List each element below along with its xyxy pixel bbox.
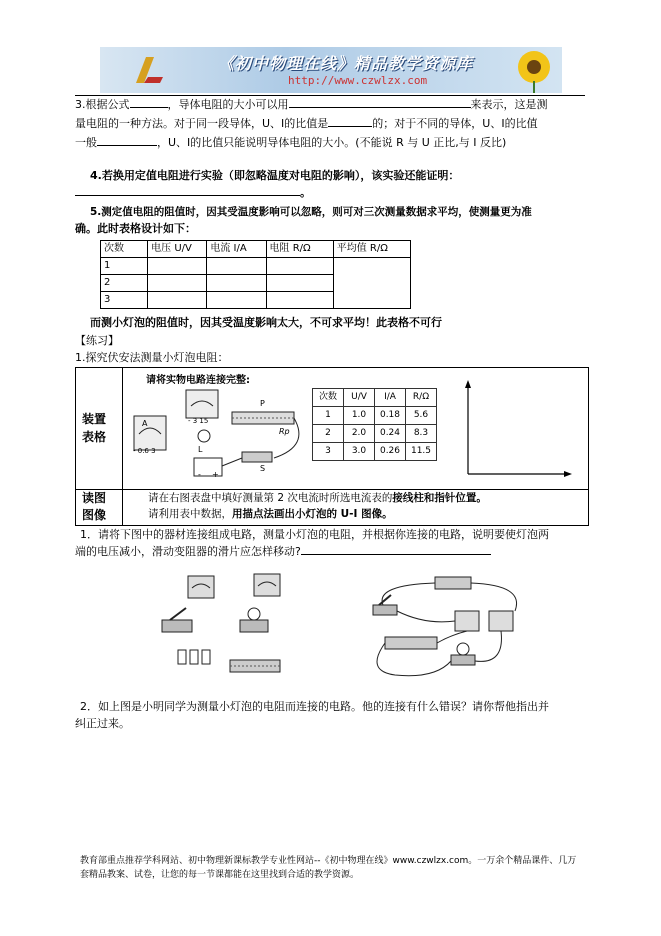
table-header: 电阻 R/Ω — [266, 241, 333, 258]
mini-header: I/A — [375, 389, 406, 407]
mini-cell: 1.0 — [344, 407, 375, 425]
battery-icon — [178, 650, 210, 664]
table-header: 电流 I/A — [207, 241, 266, 258]
table-cell[interactable] — [266, 292, 333, 309]
switch-icon — [162, 608, 192, 632]
divider — [122, 368, 123, 525]
blank-different[interactable] — [97, 134, 157, 146]
text-bold: 用描点法画出小灯泡的 U-I 图像。 — [232, 508, 393, 520]
bulb-icon — [198, 430, 210, 442]
ammeter-icon — [489, 611, 513, 631]
table-cell: 3 — [101, 292, 148, 309]
mini-cell: 11.5 — [406, 443, 437, 461]
mini-row — [313, 407, 437, 425]
text: 请在右图表盘中填好测量第 2 次电流时所选电流表的 — [148, 492, 393, 504]
bulb-label: L — [198, 445, 203, 454]
p5-line1: 5.测定值电阻的阻值时，因其受温度影响可以忽略，则可对三次测量数据求平均，使测量更为准 — [90, 206, 532, 218]
note-text: 而测小灯泡的阻值时，因其受温度影响太大，不可求平均！此表格不可行 — [90, 316, 442, 329]
ammeter-icon — [188, 576, 214, 598]
read-instruction-1 — [148, 490, 487, 507]
p4-line1: 4.若换用定值电阻进行实验（即忽略温度对电阻的影响），该实验还能证明： — [90, 169, 460, 182]
measurement-table — [312, 388, 437, 461]
table-cell: 2 — [101, 275, 148, 292]
label-apparatus: 装置表格 — [82, 412, 107, 444]
table-cell: 1 — [101, 258, 148, 275]
banner-url[interactable]: http://www.czwlzx.com — [288, 74, 428, 87]
p4-line2 — [75, 184, 585, 202]
switch-label: S — [260, 464, 266, 473]
text: 3.根据公式 — [75, 98, 130, 111]
page-footer: 教育部重点推荐学科网站、初中物理新课标教学专业性网站--《初中物理在线》www.czwlzx.com。一万余个精品课件、几万套精品教案、试卷，让您的每一节课都能在这里找到合适的教学资源。 — [80, 856, 577, 880]
mini-row — [313, 443, 437, 461]
text: 一般 — [75, 136, 97, 149]
resistance-table — [100, 240, 411, 309]
blank-formula[interactable] — [130, 96, 168, 108]
p5-line2: 确。此时表格设计如下： — [75, 222, 196, 235]
question-intro: 1.探究伏安法测量小灯泡电阻： — [75, 351, 229, 364]
table-header: 次数 — [101, 241, 148, 258]
table-cell[interactable] — [207, 258, 266, 275]
blank-answer[interactable] — [301, 543, 491, 555]
table-cell[interactable] — [148, 292, 207, 309]
mini-header: 次数 — [313, 389, 344, 407]
q1-line2 — [75, 543, 585, 561]
label-graph: 读图图像 — [82, 491, 107, 523]
table-header: 平均值 R/Ω — [333, 241, 410, 258]
bulb-icon — [451, 643, 475, 665]
header-banner — [100, 47, 562, 93]
ammeter-icon — [134, 416, 166, 450]
mini-cell: 5.6 — [406, 407, 437, 425]
table-cell[interactable] — [266, 258, 333, 275]
mini-cell: 2.0 — [344, 425, 375, 443]
voltmeter-icon — [455, 611, 479, 631]
voltmeter-icon — [186, 390, 218, 418]
sunflower-icon — [508, 47, 556, 93]
voltmeter-icon — [254, 574, 280, 596]
table-header-row — [101, 241, 411, 258]
text: 的；对于不同的导体，U、I的比值 — [372, 117, 538, 130]
practice-header: 【练习】 — [75, 334, 119, 347]
text: 端的电压减小，滑动变阻器的滑片应怎样移动? — [75, 545, 301, 558]
banner-title: 《初中物理在线》精品教学资源库 — [218, 54, 474, 73]
mini-row — [313, 425, 437, 443]
q2-line2: 纠正过来。 — [75, 717, 130, 730]
q1-line1: 1．请将下图中的器材连接组成电路，测量小灯泡的电阻，并根据你连接的电路，说明要使灯泡两 — [80, 528, 549, 541]
text-bold: 接线柱和指针位置。 — [392, 492, 487, 504]
mini-cell: 0.18 — [375, 407, 406, 425]
wired-circuit-illustration — [355, 575, 535, 685]
table-cell-average[interactable] — [333, 258, 410, 309]
q2-line1: 2．如上图是小明同学为测量小灯泡的电阻而连接的电路。他的连接有什么错误？请你帮他指出并 — [80, 700, 549, 713]
read-instruction-2 — [148, 506, 393, 523]
table-cell[interactable] — [266, 275, 333, 292]
battery-plus: + — [212, 470, 219, 479]
circuit-caption: 请将实物电路连接完整: — [146, 375, 250, 386]
blank-prove[interactable] — [75, 184, 300, 196]
ammeter-label: A — [142, 419, 148, 428]
mini-header: R/Ω — [406, 389, 437, 407]
experiment-frame — [75, 367, 589, 526]
logo-icon — [130, 53, 166, 87]
blank-same[interactable] — [328, 115, 372, 127]
voltmeter-scale: - 3 15 — [188, 417, 209, 425]
text: 请利用表中数据， — [148, 508, 232, 520]
mini-cell: 0.26 — [375, 443, 406, 461]
text: ，导体电阻的大小可以用 — [167, 98, 289, 111]
table-cell[interactable] — [148, 275, 207, 292]
mini-cell: 2 — [313, 425, 344, 443]
switch-icon — [373, 595, 397, 615]
p3-line1 — [75, 96, 585, 114]
battery-icon — [435, 577, 471, 589]
table-row — [101, 258, 411, 275]
table-cell[interactable] — [148, 258, 207, 275]
slider-label: P — [260, 399, 265, 408]
mini-cell: 0.24 — [375, 425, 406, 443]
blank-ratio[interactable] — [289, 96, 471, 108]
ui-graph-axes[interactable] — [456, 378, 576, 478]
mini-cell: 8.3 — [406, 425, 437, 443]
rheostat-icon — [385, 637, 437, 649]
switch-icon — [242, 452, 272, 462]
apparatus-illustration — [150, 568, 290, 688]
text: 量电阻的一种方法。对于同一段导体，U、I的比值是 — [75, 117, 329, 130]
rheostat-label: Rp — [279, 427, 290, 436]
text: 。 — [300, 186, 311, 199]
p3-line3 — [75, 134, 585, 152]
mini-cell: 3.0 — [344, 443, 375, 461]
ammeter-scale: - 0.6 3 — [133, 447, 156, 455]
table-header: 电压 U/V — [148, 241, 207, 258]
p3-line2 — [75, 115, 585, 133]
rheostat-icon — [230, 660, 280, 672]
battery-minus: - — [198, 470, 201, 479]
mini-cell: 3 — [313, 443, 344, 461]
table-cell[interactable] — [207, 275, 266, 292]
table-cell[interactable] — [207, 292, 266, 309]
mini-header-row — [313, 389, 437, 407]
text: 来表示，这是测 — [470, 98, 548, 111]
bulb-icon — [240, 608, 268, 632]
mini-header: U/V — [344, 389, 375, 407]
text: ，U、I的比值只能说明导体电阻的大小。(不能说 R 与 U 正比,与 I 反比) — [157, 136, 507, 149]
mini-cell: 1 — [313, 407, 344, 425]
